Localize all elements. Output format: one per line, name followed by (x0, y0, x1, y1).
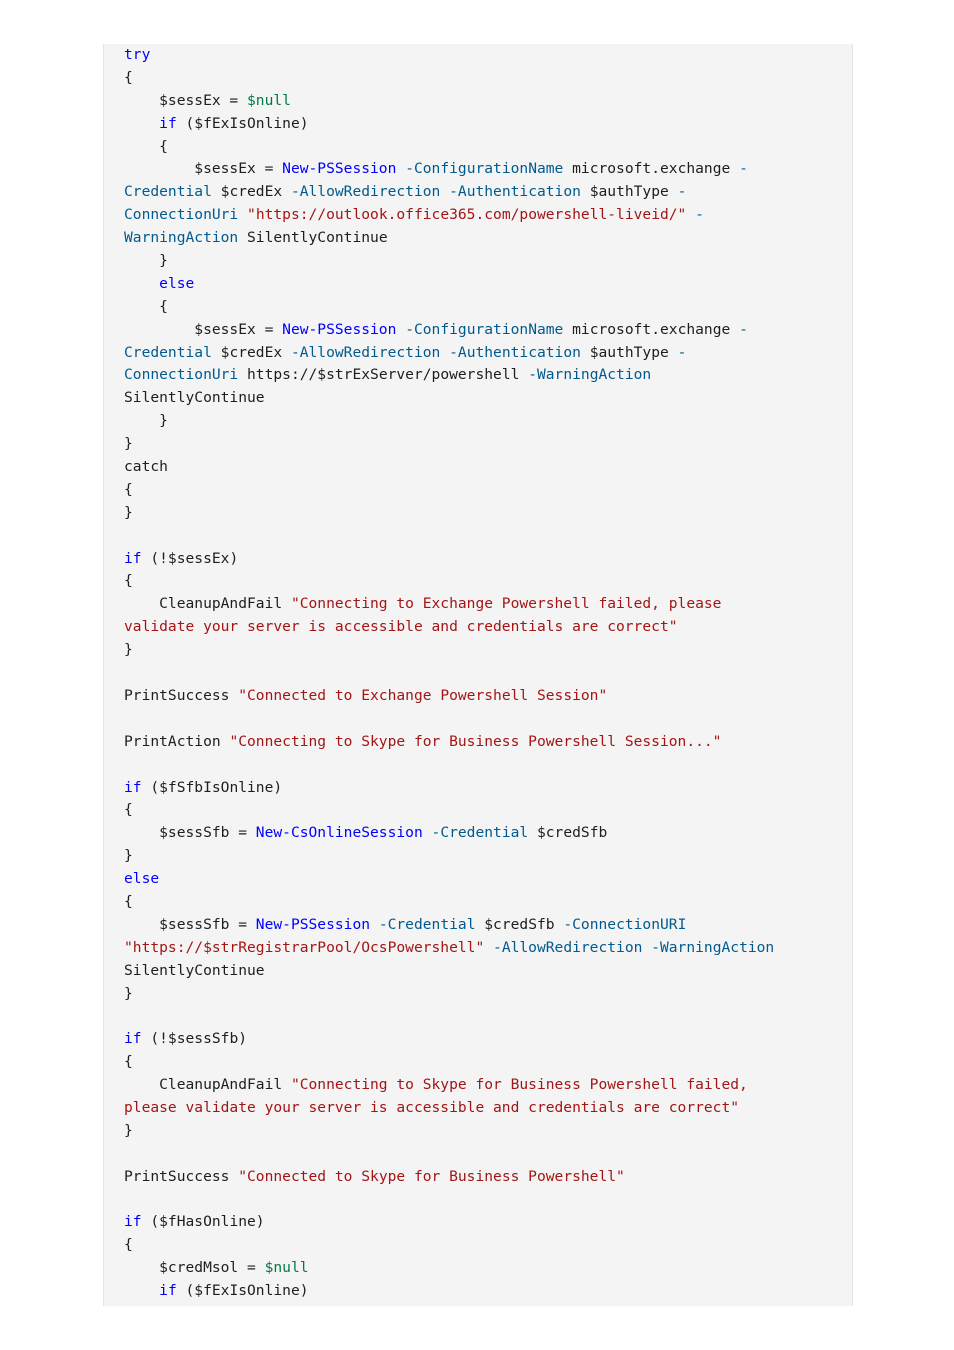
code-line (124, 1074, 774, 1097)
code-line (124, 342, 774, 365)
code-token: New-PSSession (282, 160, 397, 178)
code-token: $credEx (211, 183, 291, 201)
code-token: { (124, 297, 168, 315)
code-token (686, 206, 695, 223)
code-token: { (124, 137, 168, 155)
code-token: -ConfigurationName (405, 320, 564, 338)
code-token: WarningAction (124, 229, 239, 247)
code-line (124, 845, 774, 868)
code-token: $authType (580, 183, 678, 201)
code-token: New-PSSession (282, 320, 397, 338)
code-token: if (159, 114, 177, 132)
code-token (124, 1282, 159, 1299)
code-token: catch (124, 458, 168, 476)
code-line (124, 708, 774, 731)
code-line (124, 914, 774, 937)
code-token: $null (264, 1259, 309, 1277)
code-token: $authType (580, 343, 678, 361)
code-line (124, 1234, 774, 1257)
code-token: { (124, 1236, 133, 1254)
code-token: -Authentication (449, 183, 581, 201)
code-line (124, 983, 774, 1006)
code-line (124, 364, 774, 387)
code-line (124, 1143, 774, 1166)
code-token: microsoft.exchange (563, 320, 740, 338)
code-line (124, 799, 774, 822)
code-line (124, 1005, 774, 1028)
code-line (124, 90, 774, 113)
code-token: } (124, 641, 133, 659)
code-token: } (124, 503, 133, 521)
code-token: $credMsol = (124, 1259, 265, 1277)
code-token: else (124, 870, 160, 888)
code-token: ($fSfbIsOnline) (141, 778, 283, 796)
code-line (124, 227, 774, 250)
code-line (124, 273, 774, 296)
code-token: - (677, 343, 687, 361)
code-line (124, 960, 774, 983)
code-token: } (124, 847, 133, 865)
code-token: New-PSSession (255, 915, 371, 933)
code-token: { (124, 801, 133, 819)
code-token: if (124, 549, 142, 567)
code-line (124, 593, 774, 616)
code-line (124, 548, 774, 571)
code-line (124, 319, 774, 342)
code-token: { (124, 1053, 133, 1071)
code-token: -Credential (378, 915, 476, 933)
code-token: $sessEx = (124, 160, 283, 178)
code-token: -AllowRedirection (493, 938, 643, 956)
code-token (124, 275, 159, 292)
code-token: PrintSuccess (124, 686, 239, 704)
code-token: $sessSfb = (124, 915, 256, 933)
code-line (124, 1280, 774, 1303)
code-token: CleanupAndFail (124, 595, 291, 613)
code-line (124, 754, 774, 777)
code-line (124, 891, 774, 914)
code-token: if (124, 778, 142, 796)
code-token: Credential (124, 343, 212, 361)
code-token: { (124, 68, 133, 86)
code-token: - (677, 183, 687, 201)
code-line (124, 44, 774, 67)
code-token: validate your server is accessible and credentials are correct" (124, 618, 678, 636)
code-token: ($fExIsOnline) (176, 114, 309, 132)
code-token: $null (247, 91, 291, 109)
code-token: https://$strExServer/powershell (238, 366, 529, 384)
code-token: } (124, 1121, 133, 1139)
code-line (124, 685, 774, 708)
code-token: -WarningAction (651, 938, 775, 956)
code-token: (!$sessSfb) (141, 1030, 248, 1048)
code-token: please validate your server is accessible and credentials are correct" (124, 1098, 740, 1116)
code-token: else (159, 274, 195, 292)
code-token: "Connecting to Skype for Business Powershell failed, (290, 1076, 748, 1094)
code-token (124, 115, 159, 132)
code-token: -Authentication (449, 343, 581, 361)
code-block (124, 44, 774, 1303)
code-token: (!$sessEx) (141, 549, 239, 567)
code-token: "Connected to Exchange Powershell Session" (238, 686, 608, 704)
code-line (124, 868, 774, 891)
code-token: $sessEx = (124, 91, 248, 109)
code-token (370, 916, 379, 933)
code-line (124, 731, 774, 754)
code-token: } (124, 984, 133, 1002)
code-line (124, 616, 774, 639)
code-token (440, 183, 449, 200)
code-token: if (124, 1213, 142, 1231)
code-token: { (124, 572, 133, 590)
code-line (124, 433, 774, 456)
code-token: if (159, 1282, 177, 1300)
code-token: - (739, 160, 748, 178)
code-line (124, 387, 774, 410)
code-line (124, 1257, 774, 1280)
code-token: "Connected to Skype for Business Powershell" (238, 1167, 625, 1185)
code-line (124, 525, 774, 548)
code-token: -WarningAction (528, 366, 652, 384)
code-token: } (124, 435, 133, 453)
code-line (124, 181, 774, 204)
code-line (124, 937, 774, 960)
code-line (124, 113, 774, 136)
code-token: } (124, 252, 168, 270)
code-token (423, 824, 432, 841)
code-token: SilentlyContinue (124, 961, 265, 979)
code-token: Credential (124, 183, 212, 201)
code-token: - (695, 206, 704, 224)
code-token: - (739, 320, 748, 338)
code-token: New-CsOnlineSession (255, 824, 423, 842)
code-line (124, 250, 774, 273)
code-token: ($fHasOnline) (141, 1213, 265, 1231)
code-line (124, 822, 774, 845)
code-token: } (124, 412, 168, 430)
code-token: PrintAction (124, 732, 230, 750)
code-token: $credSfb (528, 824, 608, 842)
code-token: { (124, 892, 133, 910)
code-line (124, 502, 774, 525)
code-token: microsoft.exchange (563, 160, 740, 178)
code-token: CleanupAndFail (124, 1076, 291, 1094)
code-line (124, 456, 774, 479)
code-token: ConnectionUri (124, 366, 239, 384)
code-token: "https://$strRegistrarPool/OcsPowershell" (124, 938, 485, 956)
code-token: "Connecting to Skype for Business Powershell Session..." (229, 732, 722, 750)
code-line (124, 1097, 774, 1120)
code-token: "https://outlook.office365.com/powershell-liveid/" (247, 206, 687, 224)
code-token: "Connecting to Exchange Powershell failed, please (290, 595, 722, 613)
code-token (238, 206, 247, 223)
code-token (642, 939, 651, 956)
code-line (124, 479, 774, 502)
code-token: -ConfigurationName (405, 160, 564, 178)
code-line (124, 1166, 774, 1189)
code-token: if (124, 1030, 142, 1048)
code-token: { (124, 480, 133, 498)
code-token: ConnectionUri (124, 206, 239, 224)
code-token: -ConnectionURI (563, 915, 687, 933)
code-token: -Credential (431, 824, 529, 842)
code-token: ($fExIsOnline) (176, 1282, 309, 1300)
code-token: $sessEx = (124, 320, 283, 338)
code-line (124, 777, 774, 800)
code-token: -AllowRedirection (290, 183, 441, 201)
code-line (124, 136, 774, 159)
code-line (124, 204, 774, 227)
code-line (124, 1120, 774, 1143)
code-line (124, 570, 774, 593)
code-token: -AllowRedirection (290, 343, 441, 361)
code-line (124, 639, 774, 662)
code-line (124, 662, 774, 685)
code-token: PrintSuccess (124, 1167, 239, 1185)
code-line (124, 158, 774, 181)
code-token (396, 321, 405, 338)
code-line (124, 1051, 774, 1074)
code-line (124, 296, 774, 319)
code-token (396, 160, 405, 177)
code-line (124, 1211, 774, 1234)
code-token: $credEx (211, 343, 291, 361)
code-line (124, 410, 774, 433)
code-line (124, 1028, 774, 1051)
code-token: try (124, 46, 151, 63)
code-line (124, 67, 774, 90)
code-token (484, 939, 493, 956)
code-token (440, 344, 449, 361)
code-line (124, 1189, 774, 1212)
code-token: $sessSfb = (124, 824, 256, 842)
code-token: SilentlyContinue (124, 389, 265, 407)
code-token: $credSfb (475, 915, 564, 933)
code-token: SilentlyContinue (238, 229, 388, 247)
